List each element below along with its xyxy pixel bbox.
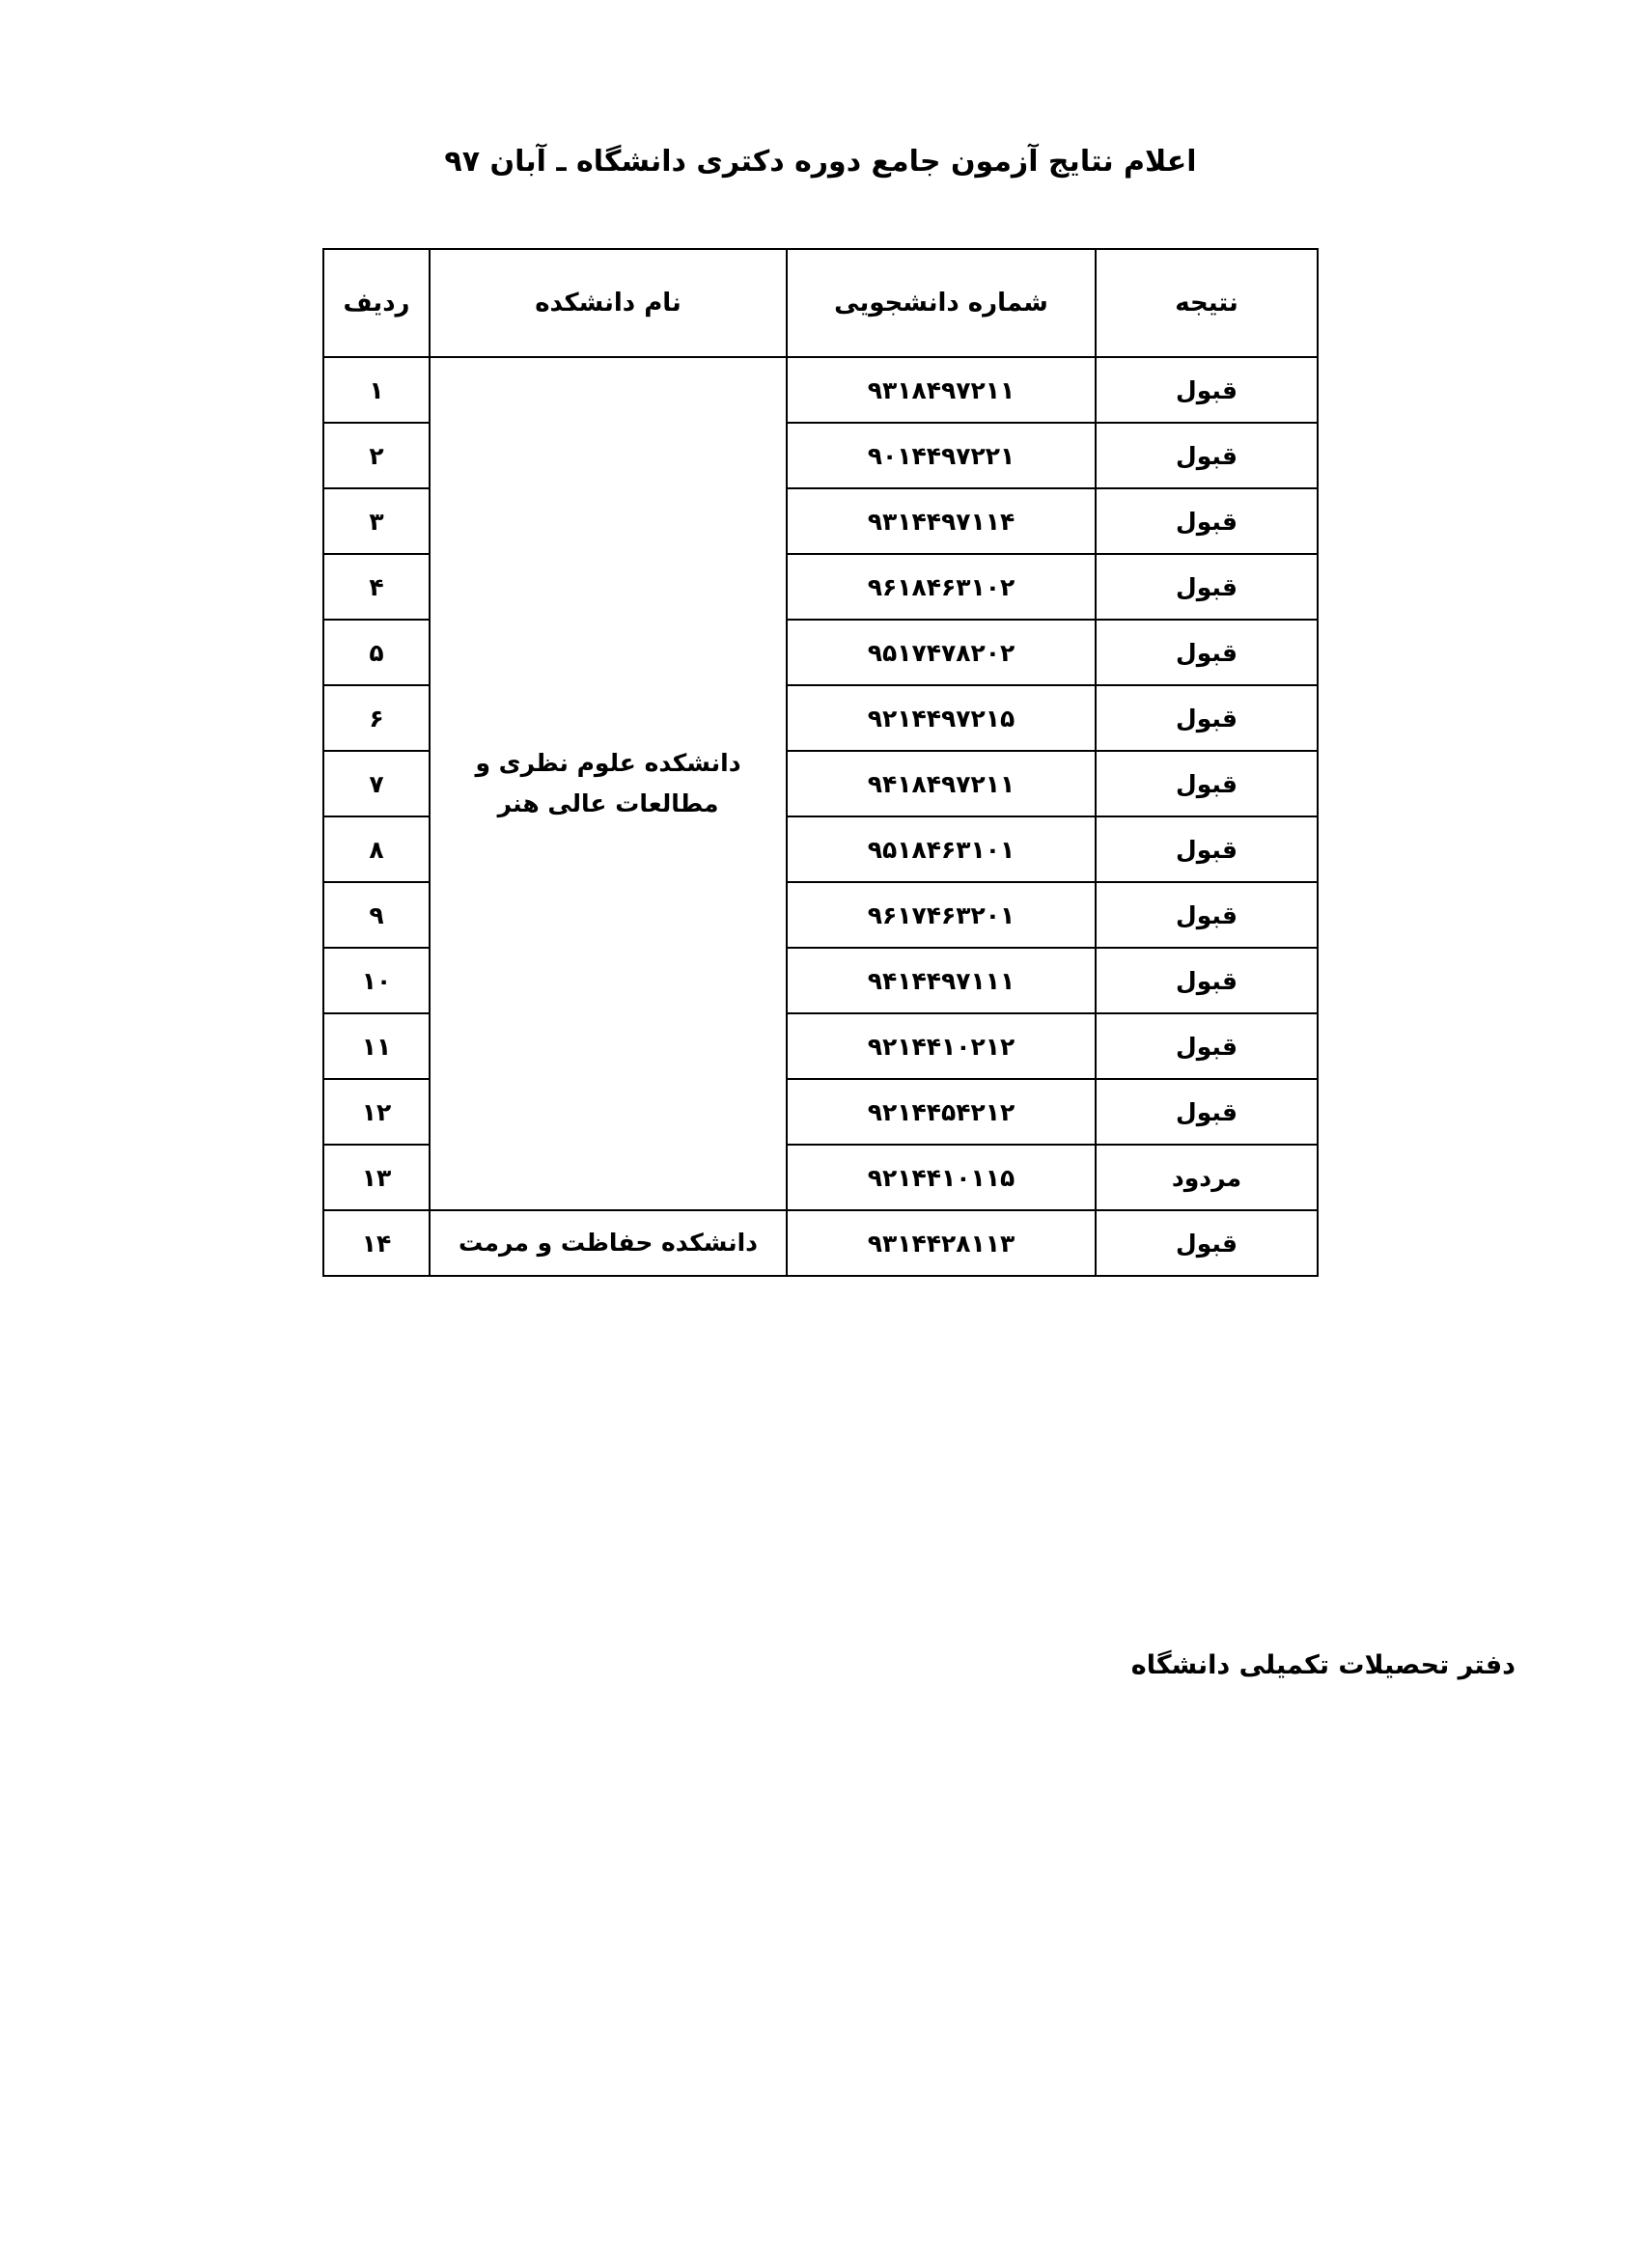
cell-row-no: ۸: [323, 816, 430, 882]
cell-student-no: ۹۵۱۷۴۷۸۲۰۲: [787, 620, 1096, 685]
cell-student-no: ۹۲۱۴۴۱۰۲۱۲: [787, 1013, 1096, 1079]
cell-result: قبول: [1096, 488, 1318, 554]
document-page: [0, 145, 1641, 2268]
table-body: [323, 357, 1318, 1276]
cell-row-no: ۱۰: [323, 948, 430, 1013]
column-header-student-no: شماره دانشجویی: [787, 249, 1096, 357]
cell-result: قبول: [1096, 751, 1318, 816]
cell-student-no: ۹۲۱۴۴۵۴۲۱۲: [787, 1079, 1096, 1145]
cell-result: قبول: [1096, 882, 1318, 948]
table-header: [323, 249, 1318, 357]
cell-result: قبول: [1096, 357, 1318, 423]
cell-row-no: ۱۴: [323, 1210, 430, 1276]
cell-row-no: ۱: [323, 357, 430, 423]
table-header-row: [323, 249, 1318, 357]
cell-student-no: ۹۴۱۸۴۹۷۲۱۱: [787, 751, 1096, 816]
cell-faculty: دانشکده علوم نظری و مطالعات عالی هنر: [430, 357, 787, 1210]
column-header-row-no: ردیف: [323, 249, 430, 357]
cell-result: قبول: [1096, 1210, 1318, 1276]
cell-student-no: ۹۰۱۴۴۹۷۲۲۱: [787, 423, 1096, 488]
cell-row-no: ۶: [323, 685, 430, 751]
cell-result: مردود: [1096, 1145, 1318, 1210]
column-header-result: نتیجه: [1096, 249, 1318, 357]
results-table-container: [0, 248, 1641, 1277]
cell-result: قبول: [1096, 1079, 1318, 1145]
cell-row-no: ۵: [323, 620, 430, 685]
cell-student-no: ۹۲۱۴۴۱۰۱۱۵: [787, 1145, 1096, 1210]
cell-result: قبول: [1096, 423, 1318, 488]
cell-student-no: ۹۵۱۸۴۶۳۱۰۱: [787, 816, 1096, 882]
cell-row-no: ۴: [323, 554, 430, 620]
cell-row-no: ۱۲: [323, 1079, 430, 1145]
cell-row-no: ۱۱: [323, 1013, 430, 1079]
cell-result: قبول: [1096, 620, 1318, 685]
cell-row-no: ۳: [323, 488, 430, 554]
page-title: اعلام نتایج آزمون جامع دوره دکتری دانشگاه ـ آبان ۹۷: [444, 145, 1197, 179]
results-table: [322, 248, 1319, 1277]
cell-student-no: ۹۳۱۴۴۹۷۱۱۴: [787, 488, 1096, 554]
cell-student-no: ۹۲۱۴۴۹۷۲۱۵: [787, 685, 1096, 751]
cell-result: قبول: [1096, 685, 1318, 751]
cell-faculty: دانشکده حفاظت و مرمت: [430, 1210, 787, 1276]
cell-student-no: ۹۴۱۴۴۹۷۱۱۱: [787, 948, 1096, 1013]
cell-result: قبول: [1096, 554, 1318, 620]
cell-row-no: ۹: [323, 882, 430, 948]
table-row: [323, 1210, 1318, 1276]
cell-student-no: ۹۳۱۴۴۲۸۱۱۳: [787, 1210, 1096, 1276]
cell-result: قبول: [1096, 948, 1318, 1013]
cell-row-no: ۷: [323, 751, 430, 816]
cell-student-no: ۹۶۱۷۴۶۳۲۰۱: [787, 882, 1096, 948]
column-header-faculty: نام دانشکده: [430, 249, 787, 357]
footer-note: دفتر تحصیلات تکمیلی دانشگاه: [1130, 1650, 1516, 1680]
cell-student-no: ۹۶۱۸۴۶۳۱۰۲: [787, 554, 1096, 620]
cell-result: قبول: [1096, 816, 1318, 882]
cell-row-no: ۲: [323, 423, 430, 488]
cell-result: قبول: [1096, 1013, 1318, 1079]
table-row: [323, 357, 1318, 423]
cell-student-no: ۹۳۱۸۴۹۷۲۱۱: [787, 357, 1096, 423]
cell-row-no: ۱۳: [323, 1145, 430, 1210]
